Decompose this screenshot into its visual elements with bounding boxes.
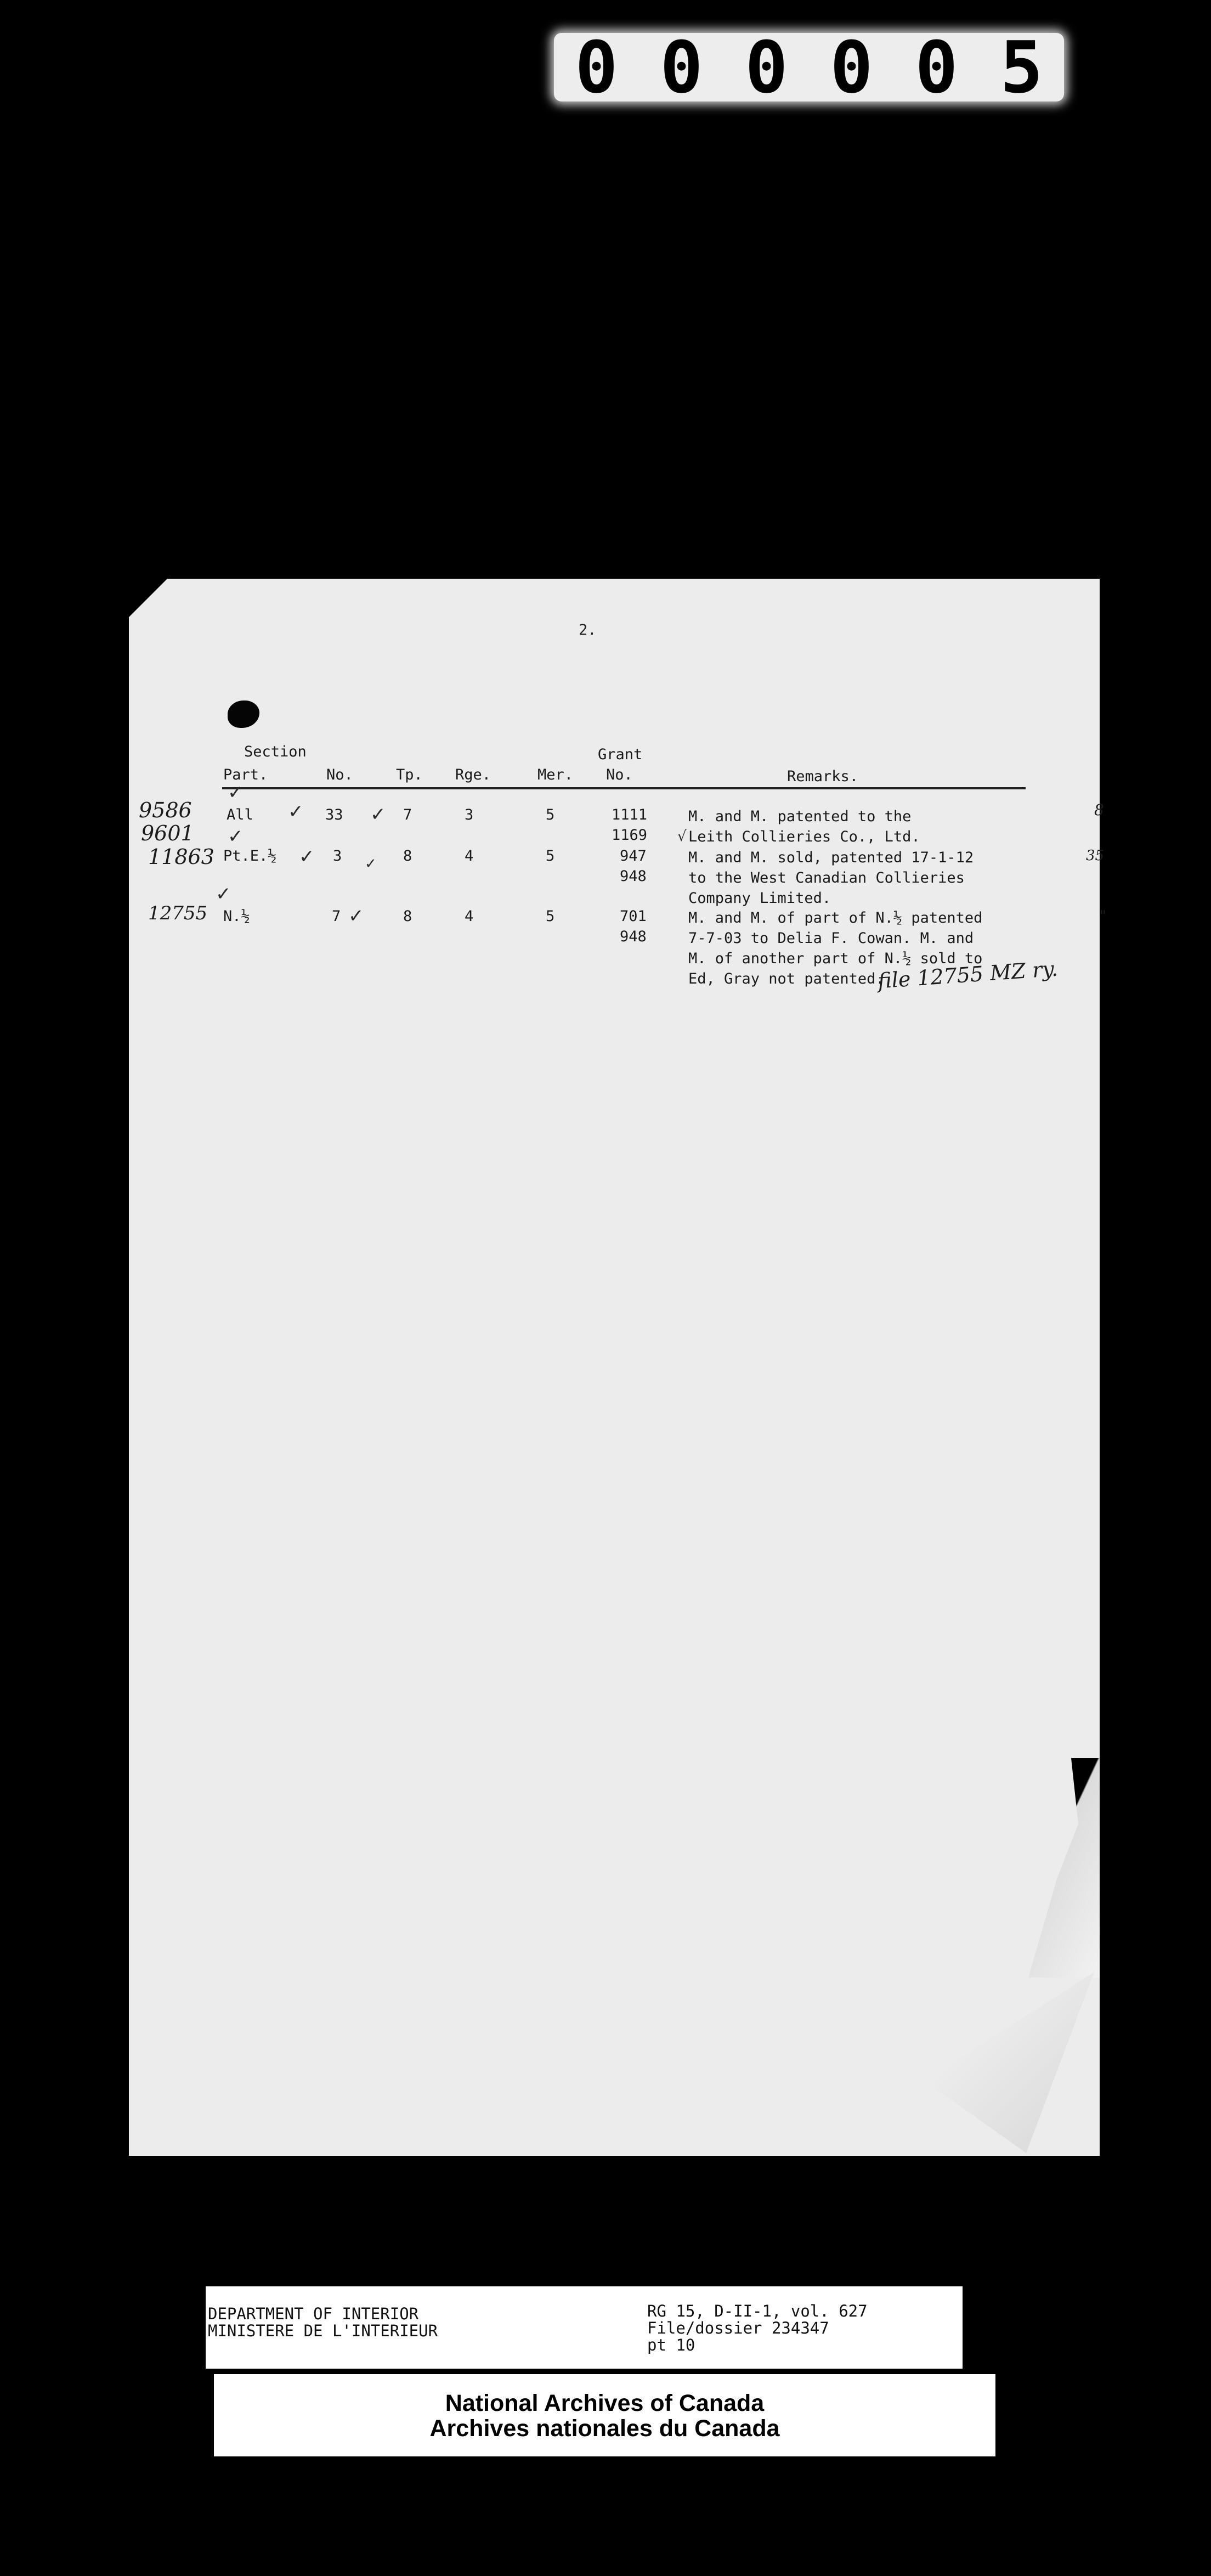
page-number: 2.	[579, 622, 597, 639]
header-rge: Rge.	[455, 766, 491, 783]
frame-digit: 0	[575, 25, 618, 109]
cell-remarks-line: M. and M. patented to the	[688, 808, 912, 825]
header-section: Section	[244, 743, 307, 760]
cell-rge: 4	[465, 848, 474, 865]
frame-digit: 0	[830, 25, 873, 109]
cell-remarks-line: M. and M. sold, patented 17-1-12	[688, 849, 974, 866]
department-fr: MINISTERE DE L'INTERIEUR	[208, 2321, 438, 2340]
handwritten-note: file 12755 MZ ry.	[876, 956, 1059, 993]
frame-digit: 5	[1000, 25, 1043, 109]
header-tp: Tp.	[396, 766, 423, 783]
cell-grant: 1169	[612, 827, 648, 844]
cell-mer: 5	[546, 806, 555, 823]
cell-remarks-line: M. and M. of part of N.½ patented	[688, 909, 983, 927]
cell-remarks-line: Ed, Gray not patented.	[688, 970, 885, 987]
archive-reference-label	[206, 2286, 963, 2369]
header-mer: Mer.	[537, 766, 574, 783]
header-grant-no: No.	[606, 766, 633, 783]
cell-grant: 948	[620, 928, 647, 945]
cell-mer: 5	[546, 908, 555, 925]
cell-grant: 1111	[612, 806, 648, 823]
frame-digit: 0	[660, 25, 703, 109]
cell-grant: 701	[620, 908, 647, 925]
header-part: Part.	[223, 766, 268, 783]
frame-digit: 0	[915, 25, 958, 109]
header-grant: Grant	[598, 746, 643, 763]
folded-corner	[924, 1972, 1094, 2153]
cell-tp: 7	[403, 806, 412, 823]
cell-mer: 5	[546, 848, 555, 865]
part-number: pt 10	[647, 2336, 695, 2354]
page-curl	[1028, 1758, 1100, 1978]
file-reference	[647, 2303, 868, 2354]
cell-no: 33	[325, 806, 343, 823]
torn-corner	[129, 579, 167, 617]
frame-number-banner	[554, 25, 1064, 109]
cell-grant: 947	[620, 848, 647, 865]
cell-part: All	[227, 806, 253, 823]
cell-tp: 8	[403, 908, 412, 925]
handwritten-file-number: 11863	[148, 845, 214, 869]
check-mark-icon: ✓	[370, 804, 386, 826]
handwritten-file-number: 9601	[141, 821, 194, 845]
cell-remarks-line: Company Limited.	[688, 890, 831, 907]
department-label	[208, 2306, 438, 2340]
cell-part: Pt.E.½	[223, 848, 277, 865]
archives-name-en: National Archives of Canada	[445, 2390, 765, 2416]
header-remarks: Remarks.	[787, 768, 859, 785]
header-rule	[222, 787, 1026, 789]
cell-grant: 948	[620, 868, 647, 885]
check-mark-icon: ✓	[228, 826, 244, 848]
cell-remarks-line: M. of another part of N.½ sold to	[688, 950, 983, 967]
handwritten-margin-mark: 8	[1094, 801, 1104, 819]
record-group: RG 15, D-II-1, vol. 627	[647, 2302, 868, 2320]
handwritten-file-number: 12755	[148, 902, 208, 924]
cell-part: N.½	[223, 908, 250, 925]
cell-no: 7	[332, 908, 341, 925]
cell-remarks-line: to the West Canadian Collieries	[688, 869, 965, 886]
cell-tp: 8	[403, 848, 412, 865]
archives-banner	[214, 2374, 995, 2456]
frame-digit: 0	[745, 25, 788, 109]
ink-blot	[228, 701, 259, 728]
department-en: DEPARTMENT OF INTERIOR	[208, 2304, 419, 2323]
handwritten-margin-mark: "	[1100, 908, 1106, 924]
check-mark-icon: ✓	[288, 801, 304, 823]
cell-rge: 4	[465, 908, 474, 925]
cell-no: 3	[333, 848, 342, 865]
archives-name-fr: Archives nationales du Canada	[429, 2415, 780, 2442]
check-mark-icon: ✓	[299, 846, 315, 868]
cell-remarks-line: 7-7-03 to Delia F. Cowan. M. and	[688, 930, 974, 947]
check-mark-icon: ✓	[216, 883, 231, 905]
check-mark-icon: √	[677, 828, 687, 845]
cell-rge: 3	[465, 806, 474, 823]
header-no: No.	[326, 766, 353, 783]
check-mark-icon: ✓	[365, 856, 377, 872]
document-page	[129, 579, 1106, 2156]
handwritten-margin-mark: 35	[1086, 848, 1105, 864]
file-number: File/dossier 234347	[647, 2319, 829, 2337]
check-mark-icon: ✓	[228, 782, 244, 804]
handwritten-file-number: 9586	[139, 798, 192, 822]
cell-remarks-line: Leith Collieries Co., Ltd.	[688, 828, 920, 845]
check-mark-icon: ✓	[348, 905, 364, 927]
